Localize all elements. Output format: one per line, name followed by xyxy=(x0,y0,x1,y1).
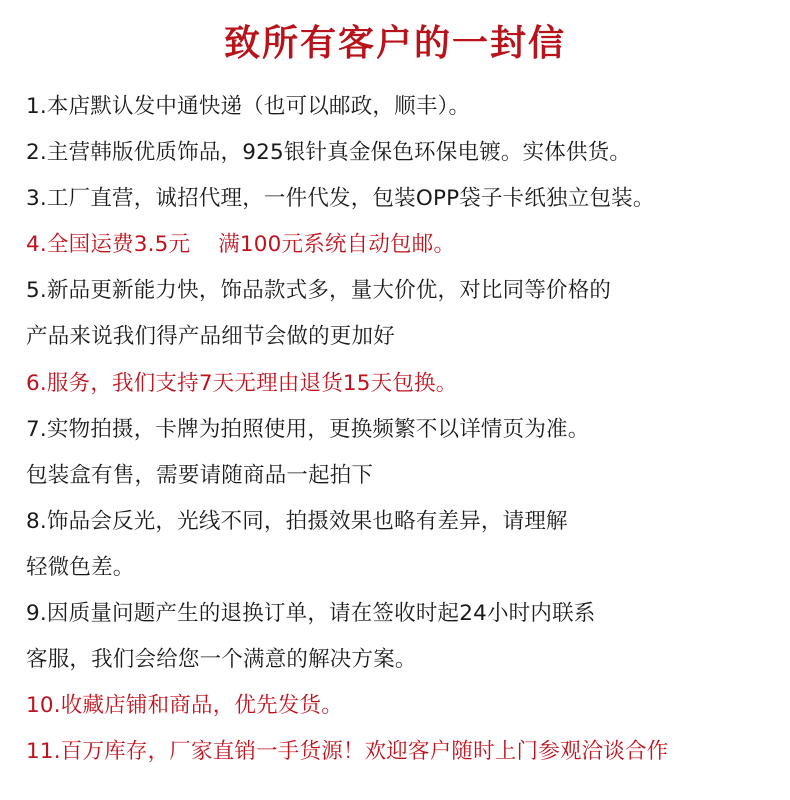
line-text: 产品来说我们得产品细节会做的更加好 xyxy=(26,324,395,350)
notice-line-8-cont xyxy=(26,545,790,591)
notice-line-1 xyxy=(26,84,790,130)
notice-line-5-cont xyxy=(26,314,790,360)
line-text: 包装盒有售，需要请随商品一起拍下 xyxy=(26,462,374,488)
line-text: 百万库存，厂家直销一手货源！欢迎客户随时上门参观洽谈合作 xyxy=(60,739,669,765)
line-text: 服务，我们支持7天无理由退货15天包换。 xyxy=(46,370,458,396)
page-title: 致所有客户的一封信 xyxy=(223,23,566,64)
line-text: 新品更新能力快，饰品款式多，量大价优，对比同等价格的 xyxy=(46,278,612,304)
notice-line-2 xyxy=(26,130,790,176)
line-number: 4. xyxy=(26,232,47,258)
notice-line-7 xyxy=(26,407,790,453)
line-text: 工厂直营，诚招代理，一件代发，包装OPP袋子卡纸独立包装。 xyxy=(46,186,655,212)
line-number: 9. xyxy=(26,601,47,627)
line-text: 轻微色差。 xyxy=(26,554,135,580)
line-text: 主营韩版优质饰品，925银针真金保色环保电镀。实体供货。 xyxy=(46,140,632,166)
notice-line-9 xyxy=(26,591,790,637)
line-text-secondary: 满100元系统自动包邮。 xyxy=(218,232,456,258)
line-number: 1. xyxy=(26,94,47,119)
line-number: 3. xyxy=(26,186,47,212)
line-number: 5. xyxy=(26,278,47,304)
notice-line-5 xyxy=(26,268,790,314)
line-text: 本店默认发中通快递（也可以邮政，顺丰）。 xyxy=(46,94,471,119)
notice-line-8 xyxy=(26,499,790,545)
notice-line-6 xyxy=(26,361,790,407)
line-text: 收藏店铺和商品，优先发货。 xyxy=(60,693,343,719)
line-number: 2. xyxy=(26,140,47,166)
notice-line-11 xyxy=(26,729,790,775)
line-number: 11. xyxy=(26,739,61,765)
notice-line-10 xyxy=(26,683,790,729)
notice-line-7-cont xyxy=(26,453,790,499)
line-text: 客服，我们会给您一个满意的解决方案。 xyxy=(26,647,417,673)
line-number: 6. xyxy=(26,370,47,396)
notice-line-3 xyxy=(26,176,790,222)
line-text: 饰品会反光，光线不同，拍摄效果也略有差异，请理解 xyxy=(46,508,568,534)
line-number: 7. xyxy=(26,416,47,442)
line-text: 因质量问题产生的退换订单，请在签收时起24小时内联系 xyxy=(46,601,596,627)
notice-line-9-cont xyxy=(26,637,790,683)
line-text: 实物拍摄，卡牌为拍照使用，更换频繁不以详情页为准。 xyxy=(46,416,590,442)
line-number: 8. xyxy=(26,508,47,534)
notice-line-4 xyxy=(26,222,790,268)
line-text: 全国运费3.5元 xyxy=(46,232,191,258)
line-number: 10. xyxy=(26,693,61,719)
